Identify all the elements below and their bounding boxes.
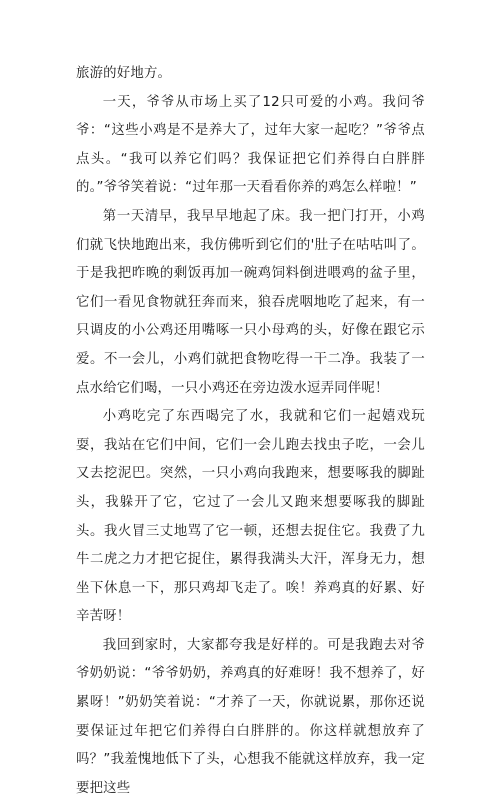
paragraph-back-home: 我回到家时，大家都夸我是好样的。可是我跑去对爷爷奶奶说：“爷爷奶奶，养鸡真的好难呀！我不想养了，好累呀！”奶奶笑着说：“才养了一天，你就说累，那你还说要保证过年把它们养得白白胖胖的。你这样就想放弃了吗？”我羞愧地低下了头，心想我不能就这样放弃，我一定要把这些 bbox=[76, 637, 425, 796]
paragraph-buying-chicks: 一天，爷爷从市场上买了12只可爱的小鸡。我问爷爷：“这些小鸡是不是养大了，过年大家一起吃？”爷爷点点头。“我可以养它们吗？我保证把它们养得白白胖胖的。”爷爷笑着说：“过年那一天看看你养的鸡怎么样啦！” bbox=[76, 94, 425, 196]
paragraph-continuation: 旅游的好地方。 bbox=[76, 66, 172, 81]
document-body bbox=[76, 60, 425, 803]
paragraph-first-morning: 第一天清早，我早早地起了床。我一把门打开，小鸡们就飞快地跑出来，我仿佛听到它们的'肚子在咕咕叫了。于是我把昨晚的剩饭再加一碗鸡饲料倒进喂鸡的盆子里，它们一看见食物就狂奔而来，狼吞虎咽地吃了起来，有一只调皮的小公鸡还用嘴啄一只小母鸡的头，好像在跟它示爱。不一会儿，小鸡们就把食物吃得一干二净。我装了一点水给它们喝，一只小鸡还在旁边泼水逗弄同伴呢！ bbox=[76, 208, 425, 396]
paragraph-playing: 小鸡吃完了东西喝完了水，我就和它们一起嬉戏玩耍，我站在它们中间，它们一会儿跑去找虫子吃，一会儿又去挖泥巴。突然，一只小鸡向我跑来，想要啄我的脚趾头，我躲开了它，它过了一会儿又跑来想要啄我的脚趾头。我火冒三丈地骂了它一顿，还想去捉住它。我费了九牛二虎之力才把它捉住，累得我满头大汗，浑身无力，想坐下休息一下，那只鸡却飞走了。唉！养鸡真的好累、好辛苦呀！ bbox=[76, 409, 425, 625]
